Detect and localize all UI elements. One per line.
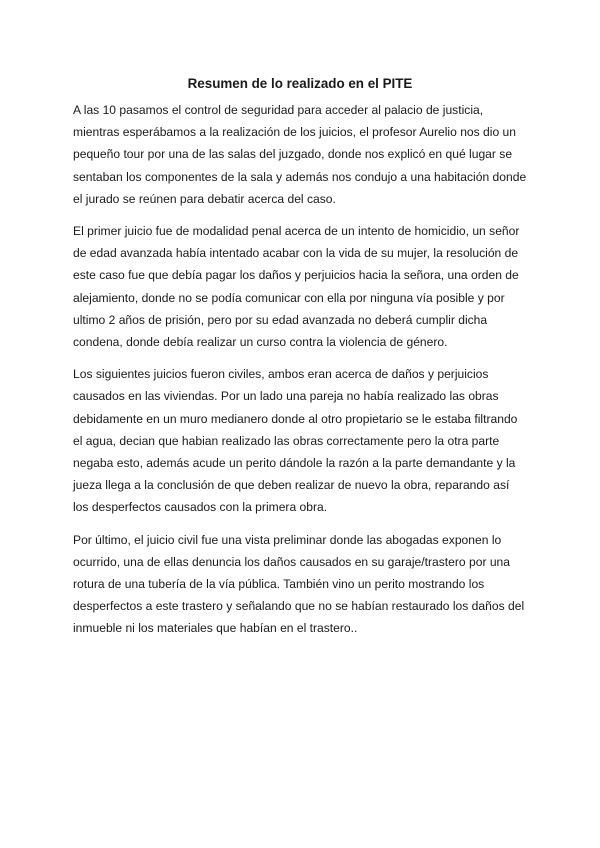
document-body: [73, 99, 528, 650]
paragraph-criminal-trial: El primer juicio fue de modalidad penal acerca de un intento de homicidio, un señor de edad avanzada había intentado acabar con la vida de su mujer, la resolución de este caso fue que debía pagar los daños y perjuicios hacia la señora, una orden de alejamiento, donde no se podía comunicar con ella por ninguna vía posible y por ultimo 2 años de prisión, pero por su edad avanzada no deberá cumplir dicha condena, donde debía realizar un curso contra la violencia de género.: [73, 224, 520, 350]
paragraph-security-tour: A las 10 pasamos el control de seguridad para acceder al palacio de justicia, mientras esperábamos a la realización de los juicios, el profesor Aurelio nos dio un pequeño tour por una de las salas del juzgado, donde nos explicó en qué lugar se sentaban los componentes de la sala y además nos condujo a una habitación donde el jurado se reúnen para debatir acerca del caso.: [73, 103, 527, 206]
document-title: Resumen de lo realizado en el PITE: [187, 76, 413, 91]
paragraph-preliminary-hearing: Por último, el juicio civil fue una vista preliminar donde las abogadas exponen lo ocurrido, una de ellas denuncia los daños causados en su garaje/trastero por una rotura de una tubería de la vía pública. También vino un perito mostrando los desperfectos a este trastero y señalando que no se habían restaurado los daños del inmueble ni los materiales que habían en el trastero..: [73, 532, 525, 636]
paragraph-civil-trials: Los siguientes juicios fueron civiles, ambos eran acerca de daños y perjuicios causados en las viviendas. Por un lado una pareja no había realizado las obras debidamente en un muro medianero donde al otro propietario se le estaba filtrando el agua, decian que habian realizado las obras correctamente pero la otra parte negaba esto, además acude un perito dándole la razón a la parte demandante y la jueza llega a la conclusión de que deben realizar de nuevo la obra, reparando así los desperfectos causados con la primera obra.: [73, 367, 518, 515]
